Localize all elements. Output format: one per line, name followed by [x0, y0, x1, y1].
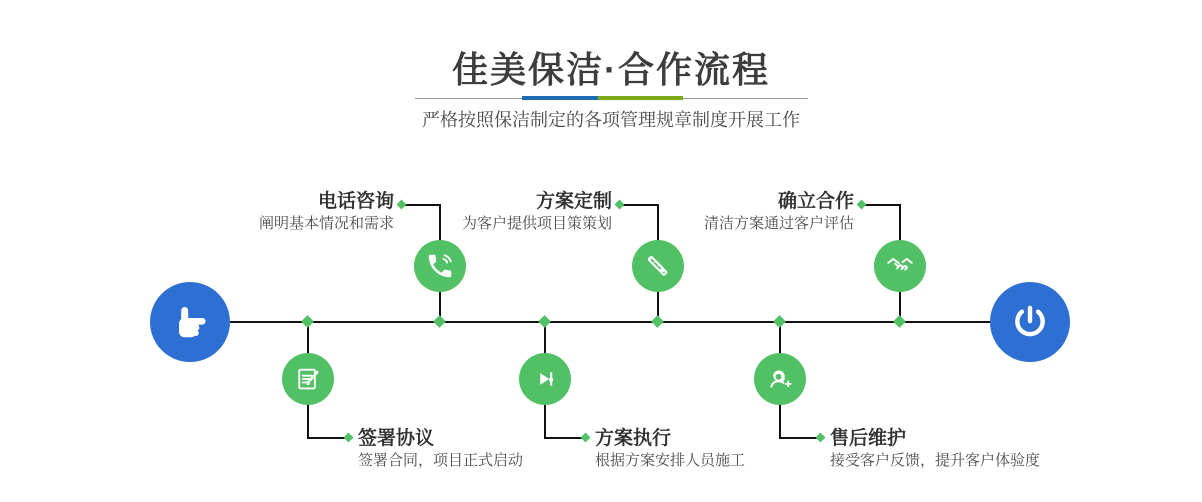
phone-call-icon: [425, 251, 455, 281]
step-node-sign: [282, 353, 334, 405]
divider-blue-segment: [522, 96, 598, 100]
step-title: 方案定制: [535, 191, 612, 212]
step-node-phone: [414, 240, 466, 292]
label-stub-line: [622, 204, 658, 206]
page-subtitle: 严格按照保洁制定的各项管理规章制度开展工作: [422, 110, 800, 130]
timeline-line: [230, 321, 990, 323]
start-node: [150, 282, 230, 362]
step-node-execute: [519, 353, 571, 405]
label-stub-line: [864, 204, 900, 206]
step-title: 电话咨询: [317, 191, 394, 212]
label-marker: [857, 200, 867, 210]
step-title: 确立合作: [777, 191, 854, 212]
step-node-cooperation: [874, 240, 926, 292]
step-node-aftersales: [754, 353, 806, 405]
document-sign-icon: [293, 364, 323, 394]
label-stub-line: [404, 204, 440, 206]
label-marker: [581, 433, 591, 443]
timeline-marker: [651, 315, 664, 328]
label-marker: [344, 433, 354, 443]
step-desc: 接受客户反馈，提升客户体验度: [830, 452, 1041, 469]
pencil-ruler-icon: [643, 251, 673, 281]
label-marker: [397, 200, 407, 210]
power-icon: [1008, 300, 1052, 344]
step-title: 方案执行: [595, 428, 672, 449]
divider-green-segment: [598, 96, 683, 100]
end-node: [990, 282, 1070, 362]
hand-pointer-icon: [168, 300, 212, 344]
label-marker: [615, 200, 625, 210]
headset-plus-icon: [765, 364, 795, 394]
step-desc: 阐明基本情况和需求: [258, 215, 394, 232]
timeline-marker: [773, 315, 786, 328]
play-icon: [530, 364, 560, 394]
step-desc: 签署合同，项目正式启动: [358, 452, 524, 469]
timeline-marker: [893, 315, 906, 328]
timeline-marker: [538, 315, 551, 328]
step-desc: 根据方案安排人员施工: [595, 452, 746, 469]
timeline-marker: [301, 315, 314, 328]
page-title: 佳美保洁·合作流程: [452, 49, 770, 90]
handshake-icon: [885, 251, 915, 281]
step-node-design: [632, 240, 684, 292]
step-title: 签署协议: [358, 428, 435, 449]
step-desc: 清洁方案通过客户评估: [703, 215, 854, 232]
label-marker: [816, 433, 826, 443]
title-divider: [415, 96, 808, 101]
step-title: 售后维护: [830, 428, 907, 449]
step-desc: 为客户提供项目策策划: [461, 215, 612, 232]
timeline-marker: [433, 315, 446, 328]
